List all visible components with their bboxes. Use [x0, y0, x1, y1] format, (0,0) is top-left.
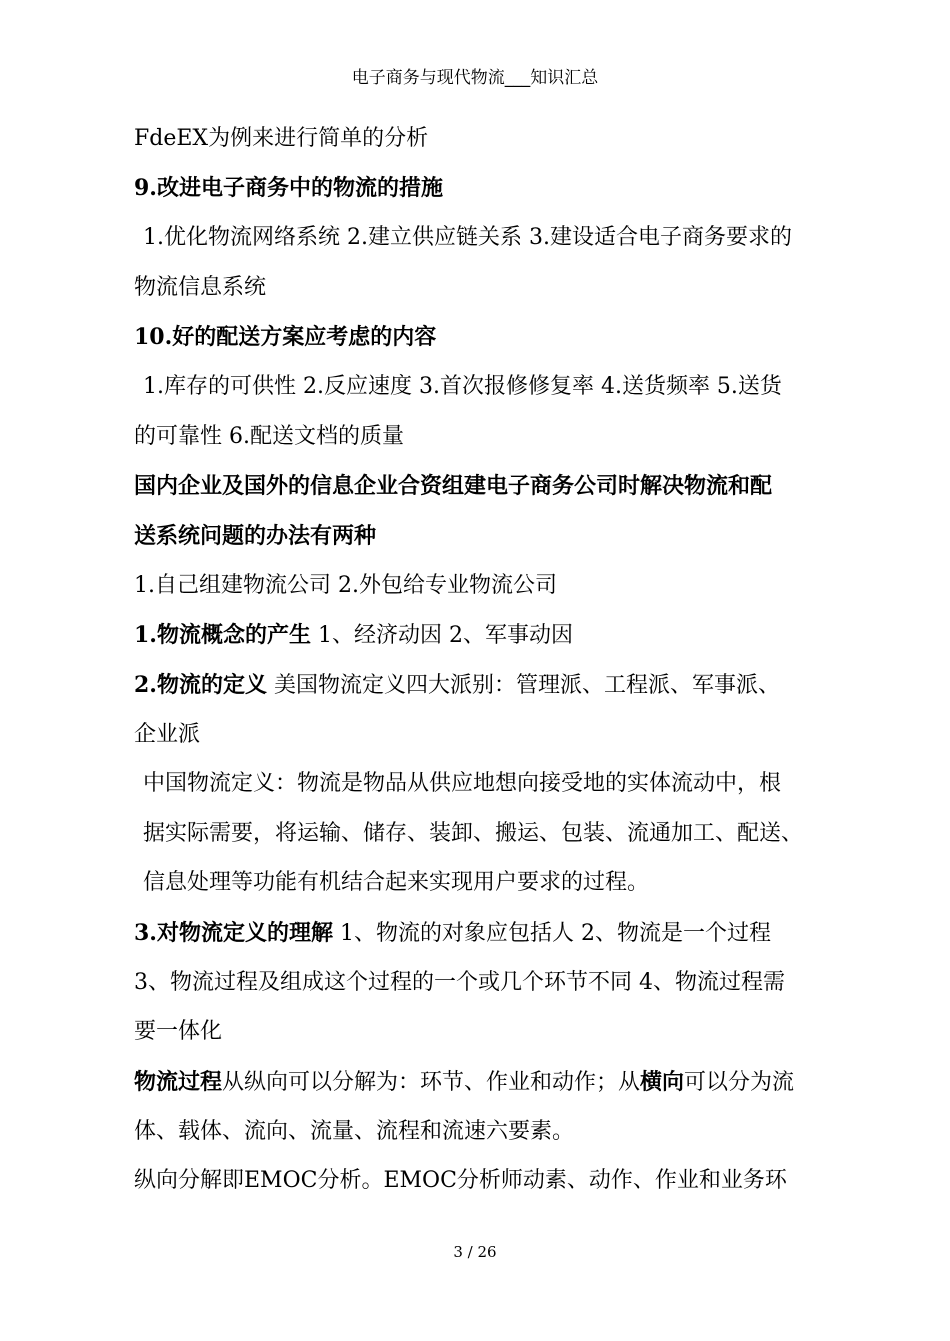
text-line: 1.库存的可供性 2.反应速度 3.首次报修修复率 4.送货频率 5.送货	[143, 374, 782, 399]
text-line: 1.自己组建物流公司 2.外包给专业物流公司	[134, 573, 557, 598]
inline-text: 1、物流的对象应包括人 2、物流是一个过程	[332, 921, 771, 946]
text-line: FdeEX为例来进行简单的分析	[134, 126, 429, 151]
section-heading: 10.好的配送方案应考虑的内容	[134, 324, 437, 350]
section-heading: 9.改进电子商务中的物流的措施	[134, 175, 443, 201]
section-heading: 国内企业及国外的信息企业合资组建电子商务公司时解决物流和配	[134, 473, 773, 499]
page-number: 3 / 26	[453, 1243, 497, 1261]
inline-text: 从纵向可以分解为：环节、作业和动作；从	[222, 1070, 641, 1095]
text-line: 要一体化	[134, 1019, 223, 1044]
text-line	[134, 669, 804, 702]
inline-heading: 3.对物流定义的理解	[134, 920, 333, 946]
inline-heading: 物流过程	[134, 1069, 223, 1095]
text-line	[134, 1066, 804, 1099]
text-line: 纵向分解即EMOC分析。EMOC分析师动素、动作、作业和业务环	[134, 1168, 787, 1193]
page-header: 电子商务与现代物流___知识汇总	[351, 68, 599, 88]
text-line	[134, 619, 804, 652]
text-line: 1.优化物流网络系统 2.建立供应链关系 3.建设适合电子商务要求的	[143, 225, 792, 250]
inline-text: 1、经济动因 2、军事动因	[310, 623, 573, 648]
text-line: 体、载体、流向、流量、流程和流速六要素。	[134, 1119, 575, 1144]
inline-heading: 2.物流的定义	[134, 672, 267, 698]
text-line: 物流信息系统	[134, 275, 267, 300]
inline-text: 美国物流定义四大派别：管理派、工程派、军事派、	[266, 673, 780, 698]
inline-heading: 1.物流概念的产生	[134, 622, 311, 648]
inline-text: 可以分为流	[684, 1070, 795, 1095]
text-line: 3、物流过程及组成这个过程的一个或几个环节不同 4、物流过程需	[134, 970, 785, 995]
text-line: 据实际需要，将运输、储存、装卸、搬运、包装、流通加工、配送、	[143, 821, 804, 846]
text-line: 企业派	[134, 722, 201, 747]
inline-heading: 横向	[640, 1069, 685, 1095]
text-line: 中国物流定义：物流是物品从供应地想向接受地的实体流动中，根	[143, 771, 782, 796]
section-heading: 送系统问题的办法有两种	[134, 523, 377, 549]
text-line: 信息处理等功能有机结合起来实现用户要求的过程。	[143, 870, 650, 895]
text-line: 的可靠性 6.配送文档的质量	[134, 424, 404, 449]
text-line	[134, 917, 804, 950]
